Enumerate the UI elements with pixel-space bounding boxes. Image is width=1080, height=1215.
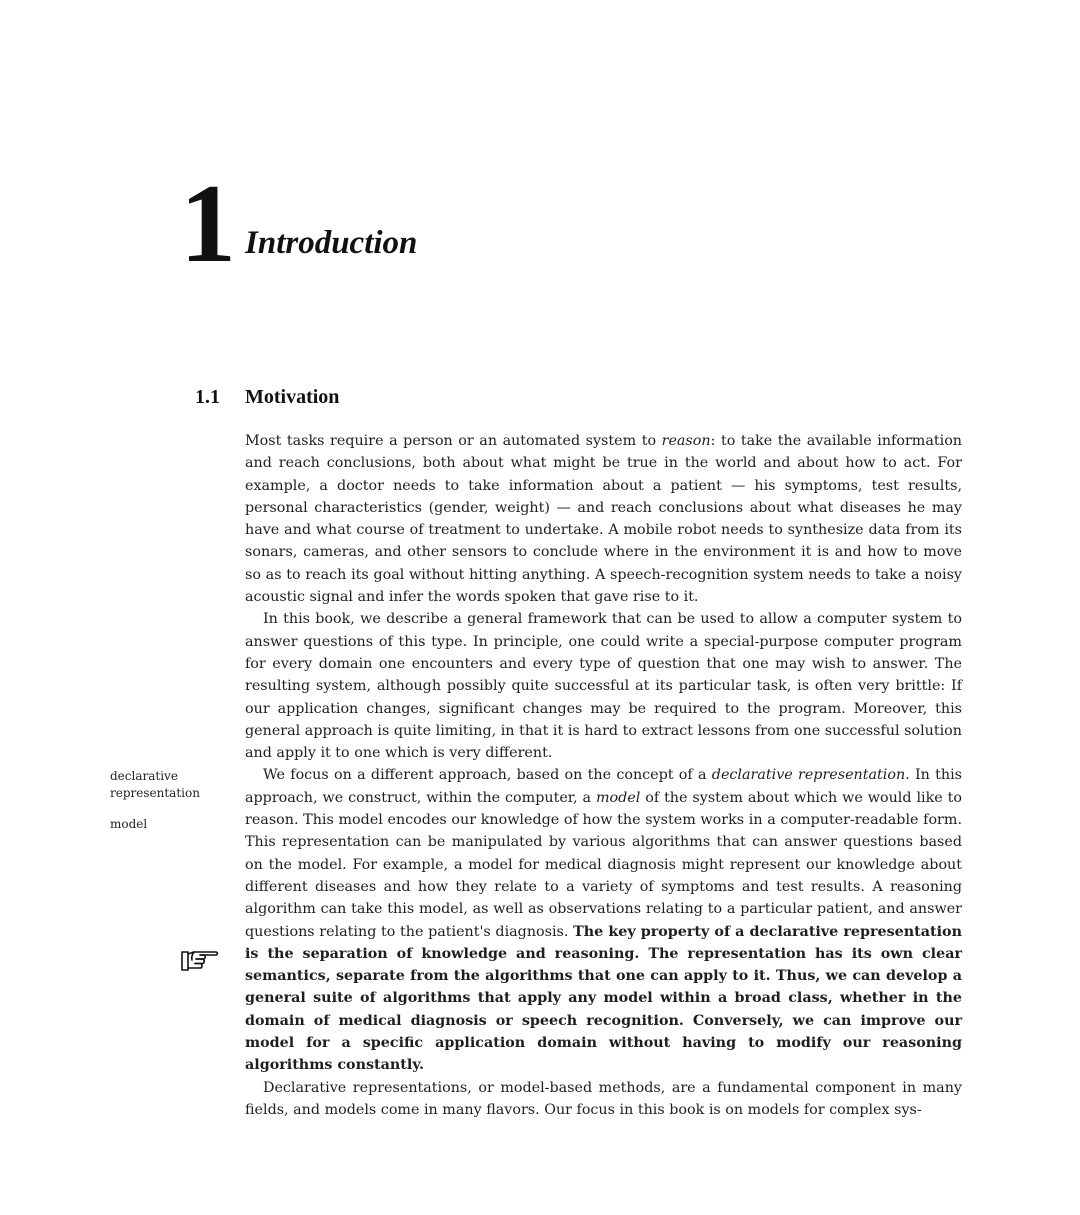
paragraph-3-text-cont-2: of the system about which we would like to reason. This model encodes our knowledge of how the system works in a computer-readable form. This representation can be manipulated by various algorithms that can answer questions based on the model. For example, a model for medical diagnosis might represent our knowledge about different diseases and how they relate to a variety of symptoms and test results. A reasoning algorithm can take this model, as well as observations relating to a particular patient, and answer questions relating to the patient's diagnosis. [245, 789, 962, 940]
paragraph-1 [245, 430, 962, 608]
term-declarative-representation: declarative representation [711, 767, 906, 784]
paragraph-3-text: We focus on a different approach, based on the concept of a [263, 767, 712, 784]
paragraph-2: In this book, we describe a general framework that can be used to allow a computer system to answer questions of this type. In principle, one could write a special-purpose computer program for every domain one encounters and every type of question that one may wish to answer. The resulting system, although possibly quite successful at its particular task, is often very brittle: If our application changes, significant changes may be required to the program. Moreover, this general approach is quite limiting, in that it is hard to extract lessons from one successful solution and apply it to one which is very different. [245, 611, 962, 762]
chapter-number: 1 [180, 162, 236, 286]
chapter-title: Introduction [245, 225, 418, 261]
term-model: model [595, 789, 641, 806]
paragraph-1-text: Most tasks require a person or an automated system to [245, 433, 662, 449]
term-reason: reason [661, 433, 711, 449]
paragraph-4: Declarative representations, or model-based methods, are a fundamental component in many fields, and models come in many flavors. Our focus in this book is on models for complex sys- [245, 1079, 962, 1118]
paragraph-1-text-cont: : to take the available information and reach conclusions, both about what might be true in the world and about how to act. For example, a doctor needs to take information about a patient — his symptoms, test results, personal characteristics (gender, weight) — and reach conclusions about what diseases he may have and what course of treatment to undertake. A mobile robot needs to synthesize data from its sonars, cameras, and other sensors to conclude where in the environment it is and how to move so as to reach its goal without hitting anything. A speech-recognition system needs to take a noisy acoustic signal and infer the words spoken that gave rise to it. [245, 433, 963, 606]
key-property-statement: The key property of a declarative representation is the separation of knowledge and reasoning. The representation has its own clear semantics, separate from the algorithms that one can apply to it. Thus, we can develop a general suite of algorithms that apply any model within a broad class, whether in the domain of medical diagnosis or speech recognition. Conversely, we can improve our model for a specific application domain without having to modify our reasoning algorithms constantly. [245, 923, 962, 1074]
paragraph-3-text-cont: . In this approach, we construct, within the computer, a [245, 767, 963, 806]
pointing-hand-icon [180, 946, 220, 974]
margin-note-model: model [110, 817, 148, 831]
margin-note-declarative-representation: declarative representation [110, 769, 200, 800]
section-number: 1.1 [195, 386, 220, 408]
section-title: Motivation [245, 386, 340, 408]
paragraph-3 [245, 764, 962, 1076]
body-text [245, 430, 962, 1121]
